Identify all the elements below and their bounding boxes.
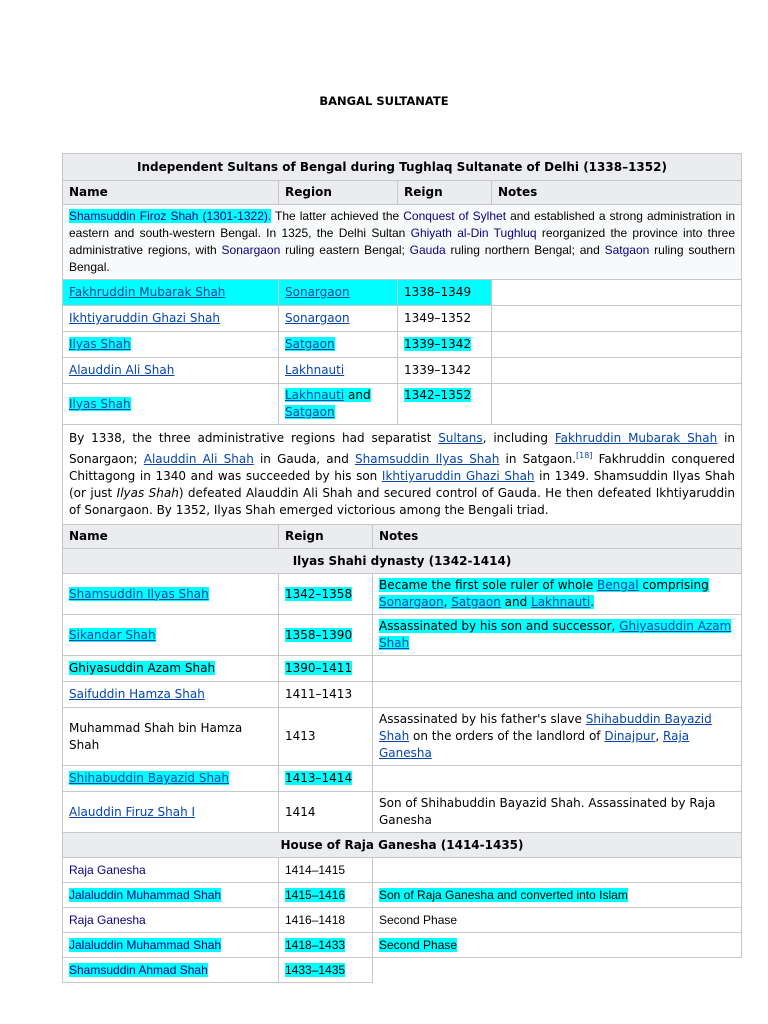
notes-text: Assassinated by his father's slave	[379, 712, 586, 726]
table-row	[63, 792, 742, 833]
table-header-row	[63, 181, 742, 205]
region-link[interactable]: Satgaon	[285, 337, 335, 351]
table-row	[63, 766, 742, 792]
notes-cell	[373, 682, 742, 708]
intro-text-part: reorganized the province into three administrative regions, with	[69, 226, 736, 257]
ghiyasuddin-link[interactable]: Ghiyasuddin Azam Shah	[379, 619, 732, 650]
paragraph-row	[63, 425, 742, 525]
notes-text: comprising	[638, 578, 709, 592]
intro-text-part: ruling southern Bengal.	[69, 243, 736, 274]
region-cell	[279, 384, 398, 425]
table-row	[63, 384, 742, 425]
sultan-name-cell	[63, 615, 279, 656]
table-caption: Independent Sultans of Bengal during Tughlaq Sultanate of Delhi (1338–1352)	[63, 154, 742, 181]
reign-cell: 1338–1349	[398, 280, 492, 306]
reign-cell: 1414–1415	[279, 858, 373, 883]
intro-text-part: ruling eastern Bengal;	[280, 243, 410, 257]
sultan-name-link[interactable]: Alauddin Firuz Shah I	[69, 804, 196, 819]
region-link[interactable]: Sonargaon	[285, 285, 350, 299]
sultan-name-link[interactable]: Shamsuddin Ilyas Shah	[69, 586, 209, 601]
notes-cell	[492, 332, 742, 358]
sultan-name-link[interactable]: Jalaluddin Muhammad Shah	[69, 887, 222, 902]
table-row	[63, 280, 742, 306]
table-row	[63, 574, 742, 615]
notes-cell	[492, 384, 742, 425]
reign-text: 1358–1390	[285, 627, 353, 642]
sultan-name-link[interactable]: Raja Ganesha	[69, 912, 146, 927]
intro-text	[63, 205, 742, 280]
sultan-name-cell	[63, 766, 279, 792]
history-paragraph	[63, 425, 742, 525]
reign-text: 1415–1416	[285, 887, 346, 902]
notes-text: .	[590, 595, 595, 609]
sultan-name-link[interactable]: Ilyas Shah	[69, 396, 131, 411]
reign-cell: 1413	[279, 708, 373, 766]
region-link[interactable]: Satgaon	[285, 405, 335, 419]
region-link[interactable]: Lakhnauti	[285, 388, 345, 402]
citation-link[interactable]: [18]	[576, 451, 593, 460]
notes-text: ,	[655, 729, 664, 743]
sultan-name-link[interactable]: Shamsuddin Ahmad Shah	[69, 962, 208, 977]
reign-cell	[279, 656, 373, 682]
table-row	[63, 858, 742, 883]
paragraph-italic: Ilyas Shah	[116, 486, 179, 500]
notes-cell	[373, 883, 742, 908]
reign-text: 1390–1411	[285, 661, 353, 675]
document-title: BANGAL SULTANATE	[319, 94, 449, 108]
notes-text: Son of Raja Ganesha and converted into Islam	[379, 887, 628, 902]
notes-cell	[373, 933, 742, 958]
sultan-name-link[interactable]: Sikandar Shah	[69, 627, 156, 642]
reign-text: 1413–1414	[285, 771, 353, 785]
sultan-name-link[interactable]: Saifuddin Hamza Shah	[69, 687, 205, 701]
reign-text: 1433–1435	[285, 962, 346, 977]
conquest-of-sylhet-link[interactable]: Conquest of Sylhet	[403, 209, 507, 223]
notes-text: Second Phase	[379, 937, 458, 952]
sultan-name-link[interactable]: Ikhtiyaruddin Ghazi Shah	[69, 311, 221, 325]
table-row	[63, 656, 742, 682]
intro-text-part: and established a strong administration in eastern and south-western Bengal. In 1325, the Delhi Sultan	[69, 209, 736, 240]
header-name: Name	[63, 181, 279, 205]
table-row	[63, 908, 742, 933]
notes-cell	[373, 766, 742, 792]
sultan-name-link[interactable]: Alauddin Ali Shah	[69, 363, 175, 377]
table-row	[63, 883, 742, 908]
sultan-name-cell	[63, 883, 279, 908]
sultans-table	[62, 153, 742, 983]
table-row	[63, 682, 742, 708]
satgaon-link[interactable]: Satgaon	[604, 243, 650, 257]
sultan-name-cell	[63, 656, 279, 682]
sultan-name-cell	[63, 958, 279, 983]
reign-cell	[398, 332, 492, 358]
reign-cell	[279, 574, 373, 615]
fakhruddin-link[interactable]: Fakhruddin Mubarak Shah	[554, 431, 718, 445]
intro-text-part: The latter achieved the	[271, 209, 404, 223]
paragraph-text: in 1349. Shamsuddin Ilyas Shah (or just	[69, 469, 736, 500]
dinajpur-link[interactable]: Dinajpur	[604, 729, 656, 743]
region-link[interactable]: Sonargaon	[285, 311, 350, 325]
table-header-row	[63, 525, 742, 549]
notes-text: Became the first sole ruler of whole	[379, 578, 598, 592]
reign-cell	[279, 958, 373, 983]
notes-cell	[373, 858, 742, 883]
sultan-name-link[interactable]: Raja Ganesha	[69, 862, 146, 877]
sonargaon-link[interactable]: Sonargaon	[379, 595, 444, 609]
reign-cell	[279, 883, 373, 908]
notes-text: and	[500, 595, 532, 609]
notes-cell	[492, 306, 742, 332]
header-reign: Reign	[398, 181, 492, 205]
header-region: Region	[279, 181, 398, 205]
reign-cell: 1416–1418	[279, 908, 373, 933]
paragraph-text: in Gauda, and	[253, 452, 355, 466]
reign-cell	[279, 933, 373, 958]
sultans-link[interactable]: Sultans	[438, 431, 483, 445]
reign-cell	[279, 766, 373, 792]
sultan-name-cell	[63, 858, 279, 883]
reign-cell	[398, 384, 492, 425]
header-notes: Notes	[492, 181, 742, 205]
notes-cell	[373, 574, 742, 615]
table-row	[63, 332, 742, 358]
region-cell	[279, 306, 398, 332]
region-link[interactable]: Lakhnauti	[285, 363, 345, 377]
sultan-name-cell: Muhammad Shah bin Hamza Shah	[63, 708, 279, 766]
notes-cell: Son of Shihabuddin Bayazid Shah. Assassinated by Raja Ganesha	[373, 792, 742, 833]
paragraph-text: Fakhruddin conquered Chittagong in 1340 and was succeeded by his son	[69, 452, 736, 483]
header-reign: Reign	[279, 525, 373, 549]
region-cell	[279, 358, 398, 384]
region-cell	[279, 280, 398, 306]
notes-text: Assassinated by his son and successor,	[379, 619, 620, 633]
intro-row	[63, 205, 742, 280]
reign-cell: 1339–1342	[398, 358, 492, 384]
notes-cell: Second Phase	[373, 908, 742, 933]
intro-name-link[interactable]: Shamsuddin Firoz Shah (1301-1322).	[69, 209, 272, 223]
shamsuddin-ilyas-link[interactable]: Shamsuddin Ilyas Shah	[355, 452, 500, 466]
gauda-link[interactable]: Gauda	[409, 243, 446, 257]
table-row	[63, 306, 742, 332]
sultan-name-cell	[63, 908, 279, 933]
sultan-name-text: Ghiyasuddin Azam Shah	[69, 661, 216, 675]
notes-cell	[373, 656, 742, 682]
alauddin-link[interactable]: Alauddin Ali Shah	[143, 452, 254, 466]
reign-cell: 1411–1413	[279, 682, 373, 708]
lakhnauti-link[interactable]: Lakhnauti	[531, 595, 591, 609]
sultan-name-cell	[63, 306, 279, 332]
table-row	[63, 358, 742, 384]
paragraph-text: in Sonargaon;	[69, 431, 736, 466]
table-row	[63, 615, 742, 656]
reign-text: 1418–1433	[285, 937, 346, 952]
dynasty-caption: Ilyas Shahi dynasty (1342-1414)	[63, 549, 742, 574]
sultan-name-cell	[63, 332, 279, 358]
ikhtiyaruddin-link[interactable]: Ikhtiyaruddin Ghazi Shah	[381, 469, 535, 483]
sultan-name-cell	[63, 574, 279, 615]
notes-cell	[492, 280, 742, 306]
sultan-name-cell	[63, 384, 279, 425]
raja-ganesha-link[interactable]: Raja Ganesha	[379, 729, 690, 760]
paragraph-text: in Satgaon.	[499, 452, 577, 466]
ghiyath-tughluq-link[interactable]: Ghiyath al-Din Tughluq	[410, 226, 537, 240]
table-row	[63, 708, 742, 766]
sultan-name-cell	[63, 792, 279, 833]
paragraph-text: By 1338, the three administrative regions had separatist	[69, 431, 439, 445]
header-name: Name	[63, 525, 279, 549]
reign-cell: 1414	[279, 792, 373, 833]
reign-cell	[279, 615, 373, 656]
reign-cell: 1349–1352	[398, 306, 492, 332]
sultan-name-cell	[63, 933, 279, 958]
notes-cell	[373, 615, 742, 656]
paragraph-text: , including	[482, 431, 555, 445]
notes-cell	[373, 958, 742, 983]
reign-text: 1342–1358	[285, 586, 353, 601]
reign-text: 1339–1342	[404, 337, 472, 351]
sonargaon-link[interactable]: Sonargaon	[221, 243, 281, 257]
intro-text-part: ruling northern Bengal; and	[445, 243, 605, 257]
notes-cell	[373, 708, 742, 766]
sultan-name-cell	[63, 682, 279, 708]
table-row	[63, 958, 742, 983]
dynasty-caption: House of Raja Ganesha (1414-1435)	[63, 833, 742, 858]
sultan-name-link[interactable]: Fakhruddin Mubarak Shah	[69, 285, 226, 299]
notes-cell	[492, 358, 742, 384]
bengal-link[interactable]: Bengal	[597, 578, 639, 592]
table-row	[63, 933, 742, 958]
satgaon-link[interactable]: Satgaon	[451, 595, 501, 609]
sultan-name-link[interactable]: Shihabuddin Bayazid Shah	[69, 771, 230, 785]
sultan-name-link[interactable]: Ilyas Shah	[69, 337, 131, 351]
paragraph-text: ) defeated Alauddin Ali Shah and secured control of Gauda. He then defeated Ikhtiyaruddin of Sonargaon. By 1352, Ilyas Shah emerged victorious among the Bengali triad.	[69, 486, 736, 517]
sultan-name-cell	[63, 280, 279, 306]
region-and-text: and	[344, 388, 371, 402]
notes-text: on the orders of the landlord of	[409, 729, 605, 743]
sultan-name-link[interactable]: Jalaluddin Muhammad Shah	[69, 937, 222, 952]
sultan-name-cell	[63, 358, 279, 384]
notes-text: ,	[443, 595, 452, 609]
reign-text: 1342–1352	[404, 388, 472, 402]
shihabuddin-link[interactable]: Shihabuddin Bayazid Shah	[379, 712, 712, 743]
region-cell	[279, 332, 398, 358]
header-notes: Notes	[373, 525, 742, 549]
